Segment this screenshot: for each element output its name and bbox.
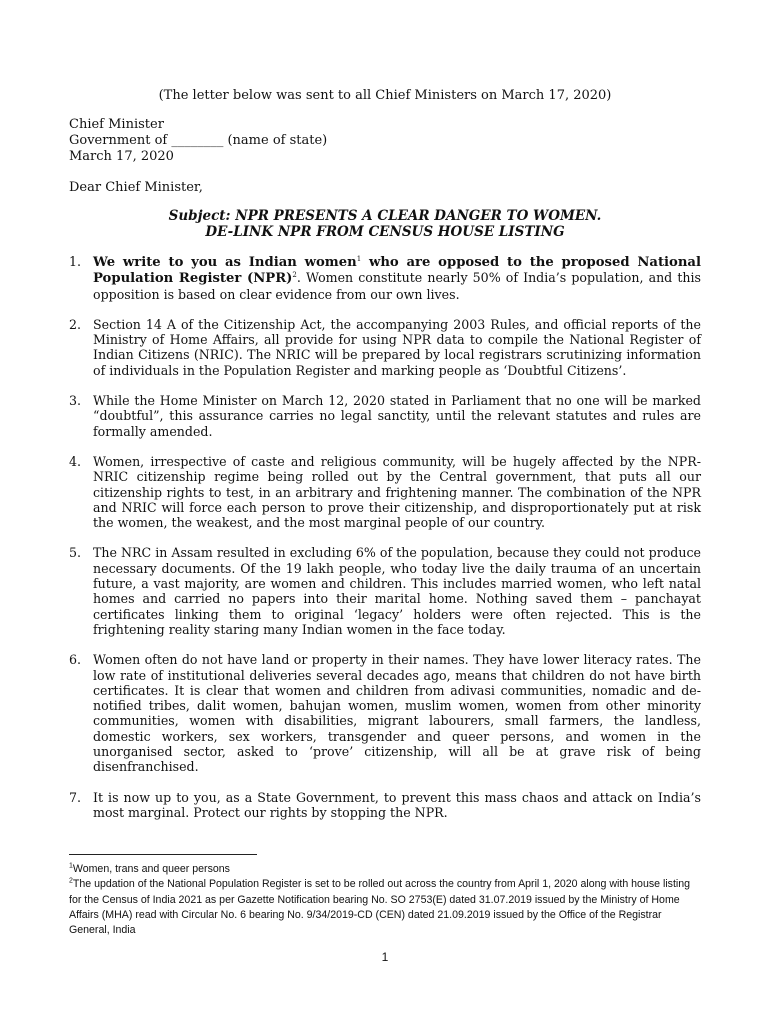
footnote-2-text: The updation of the National Population Register is set to be rolled out across the country from April 1, 2020 along with house listing for the Census of India 2021 as per Gazette Notification bearing No. SO 2753(E) dated 31.07.2019 issued by the Ministry of Home Affairs (MHA) read with Circular No. 6 bearing No. 9/34/2019-CD (CEN) dated 21.09.2019 issued by the Office of the Registrar General, India xyxy=(69,878,691,937)
point-7 xyxy=(69,790,701,821)
point-number: 3. xyxy=(69,393,82,409)
address-line-title: Chief Minister xyxy=(69,117,164,132)
point-1-bold-a: We write to you as Indian women xyxy=(93,255,357,270)
point-1-text: . Women constitute nearly 50% of India’s population, and this opposition is based on clear evidence from our own lives. xyxy=(93,270,702,302)
point-6-text: Women often do not have land or property in their names. They have lower literacy rates. The low rate of institutional deliveries several decades ago, means that children do not have birth certificates. It is clear that women and children from adivasi communities, nomadic and de-notified tribes, dalit women, bahujan women, muslim women, women from other minority communities, women with disabilities, migrant labourers, small farmers, the landless, domestic workers, sex workers, transgender and queer persons, and women in the unorganised sector, asked to ‘prove’ citizenship, will all be at grave risk of being disenfranchised. xyxy=(93,652,701,775)
footnote-mark: 2 xyxy=(69,877,73,885)
footnote-1 xyxy=(69,862,701,877)
salutation: Dear Chief Minister, xyxy=(69,180,203,195)
footnote-ref-2[interactable]: 2 xyxy=(292,271,297,280)
point-number: 2. xyxy=(69,316,82,332)
point-4-text: Women, irrespective of caste and religious community, will be hugely affected by the NPR-NRIC citizenship regime being rolled out by the Central government, that puts all our citizenship rights to test, in an arbitrary and frightening manner. The combination of the NPR and NRIC will force each person to prove their citizenship, and disproportionately put at risk the women, the weakest, and the most marginal people of our country. xyxy=(93,453,701,531)
point-5-text: The NRC in Assam resulted in excluding 6% of the population, because they could not produce necessary documents. Of the 19 lakh people, who today live the daily trauma of an uncertain future, a vast majority, are women and children. This includes married women, who left natal homes and carried no papers into their marital home. Nothing saved them – panchayat certificates linking them to original ‘legacy’ holders were often rejected. This is the frightening reality staring many Indian women in the face today. xyxy=(93,545,701,637)
point-2 xyxy=(69,317,701,378)
footnote-ref-1[interactable]: 1 xyxy=(356,254,362,263)
point-2-text: Section 14 A of the Citizenship Act, the accompanying 2003 Rules, and official reports of the Ministry of Home Affairs, all provide for using NPR data to compile the National Register of Indian Citizens (NRIC). The NRIC will be prepared by local registrars scrutinizing information of individuals in the Population Register and marking people as ‘Doubtful Citizens’. xyxy=(93,316,701,378)
numbered-points xyxy=(69,254,701,835)
point-number: 5. xyxy=(69,545,82,561)
footnote-1-text: Women, trans and queer persons xyxy=(72,863,230,875)
point-1-bold-b: who are opposed to the proposed National Population Register (NPR) xyxy=(93,255,701,287)
point-7-text: It is now up to you, as a State Government, to prevent this mass chaos and attack on India’s most marginal. Protect our rights by stopping the NPR. xyxy=(93,789,701,820)
point-number: 7. xyxy=(69,789,82,805)
footnote-divider xyxy=(69,854,257,855)
point-number: 1. xyxy=(69,254,82,269)
page-number: 1 xyxy=(381,950,389,964)
subject-heading xyxy=(0,208,770,240)
point-5 xyxy=(69,545,701,637)
address-line-date: March 17, 2020 xyxy=(69,149,174,164)
recipient-address xyxy=(69,117,327,165)
point-4 xyxy=(69,454,701,530)
footnotes xyxy=(69,862,701,938)
footnote-2 xyxy=(69,877,701,938)
point-3 xyxy=(69,393,701,439)
address-line-government: Government of ________ (name of state) xyxy=(69,133,328,148)
point-6 xyxy=(69,652,701,774)
point-number: 6. xyxy=(69,652,82,668)
point-3-text: While the Home Minister on March 12, 2020 stated in Parliament that no one will be marked “doubtful”, this assurance carries no legal sanctity, until the relevant statutes and rules are formally amended. xyxy=(93,393,701,439)
point-number: 4. xyxy=(69,453,82,469)
cover-note: (The letter below was sent to all Chief Ministers on March 17, 2020) xyxy=(158,88,612,103)
subject-line-1: Subject: NPR PRESENTS A CLEAR DANGER TO WOMEN. xyxy=(168,208,602,224)
point-1 xyxy=(69,254,701,302)
footnote-mark: 1 xyxy=(69,862,73,870)
subject-line-2: DE-LINK NPR FROM CENSUS HOUSE LISTING xyxy=(205,224,565,240)
